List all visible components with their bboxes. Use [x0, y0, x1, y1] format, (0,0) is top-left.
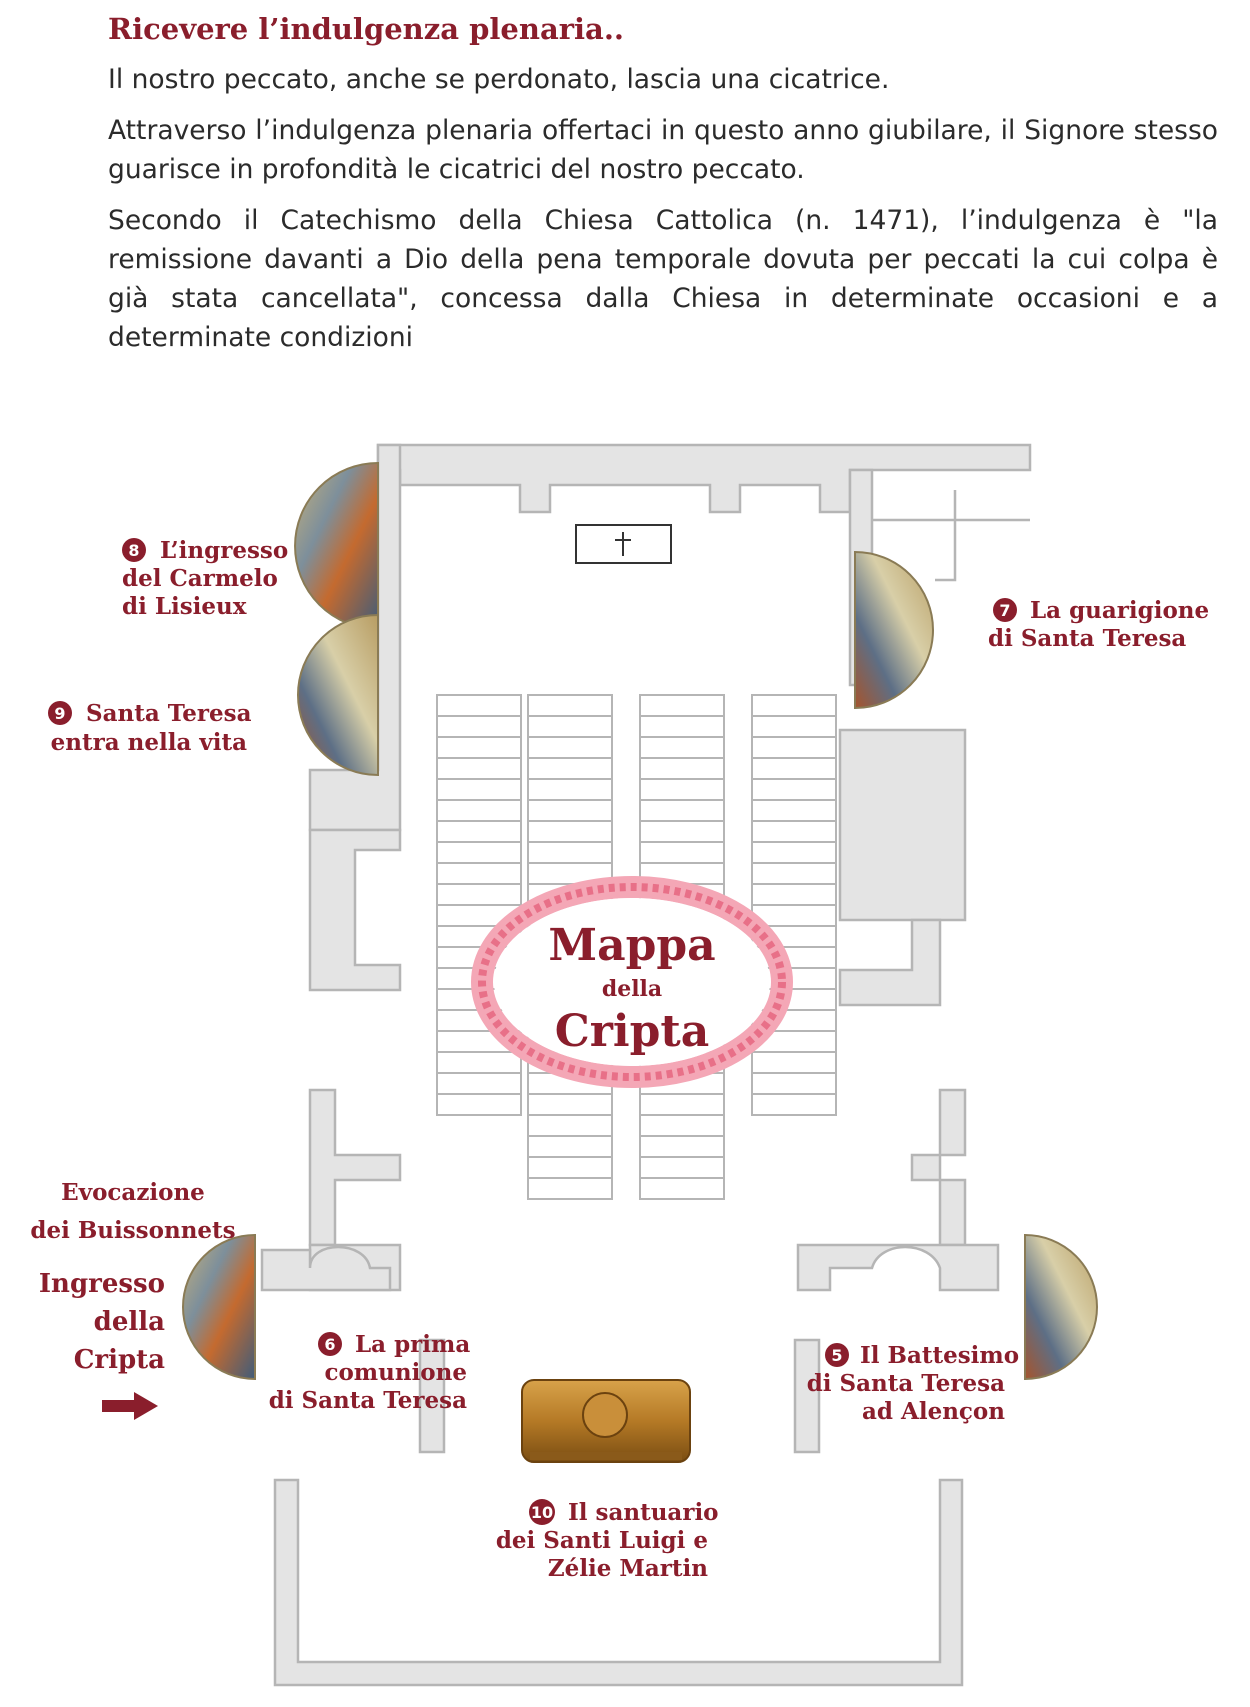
crypt-map	[0, 430, 1250, 1707]
station-8-number: 8	[128, 541, 140, 560]
wall-right-middle	[840, 920, 940, 1005]
station-6-number: 6	[324, 1335, 336, 1354]
station-10-line-1: Il santuario	[568, 1499, 719, 1526]
station-9-line-2: entra nella vita	[50, 729, 247, 756]
intro-paragraph-2: Attraverso l’indulgenza plenaria offertaci in questo anno giubilare, il Signore stesso guarisce in profondità le cicatrici del nostro peccato.	[108, 115, 1218, 185]
station-9-label	[48, 700, 252, 756]
station-7-line-1: La guarigione	[1030, 597, 1210, 624]
station-5-line-1: Il Battesimo	[860, 1342, 1020, 1369]
station-7-line-2: di Santa Teresa	[988, 625, 1187, 652]
station-10-line-2: dei Santi Luigi e	[495, 1527, 708, 1554]
ingresso-line-3: Cripta	[73, 1345, 165, 1375]
station-8-line-1: L’ingresso	[160, 537, 289, 564]
evocazione-label	[30, 1179, 235, 1244]
station-7-number: 7	[999, 601, 1011, 620]
reliquary-image	[522, 1380, 690, 1462]
intro-paragraph-3: Secondo il Catechismo della Chiesa Cattolica (n. 1471), l’indulgenza è "la remissione davanti a Dio della pena temporale dovuta per peccati la cui colpa è già stata cancellata", concessa dalla Chiesa in determinate occasioni e a determinate condizioni	[108, 205, 1218, 353]
mural-9	[298, 615, 378, 775]
evocazione-line-2: dei Buissonnets	[30, 1217, 236, 1244]
mural-8	[295, 463, 378, 629]
station-5-line-3: ad Alençon	[862, 1398, 1005, 1425]
intro-paragraph-1: Il nostro peccato, anche se perdonato, lascia una cicatrice.	[108, 64, 890, 95]
map-title-2: della	[601, 976, 663, 1002]
entrance-arrow-icon	[102, 1392, 158, 1420]
station-5-label	[807, 1342, 1019, 1425]
station-10-label	[496, 1499, 719, 1582]
station-6-line-2: comunione	[324, 1359, 467, 1386]
station-7-label	[988, 597, 1209, 652]
mural-5	[1025, 1235, 1097, 1379]
evocazione-line-1: Evocazione	[61, 1179, 205, 1206]
wall-right-lower	[912, 1090, 965, 1245]
station-9-number: 9	[54, 704, 66, 723]
wall-right-block	[840, 730, 965, 920]
ingresso-line-1: Ingresso	[38, 1269, 165, 1299]
station-5-number: 5	[831, 1346, 843, 1365]
mural-entrance	[183, 1235, 255, 1379]
wall-left-lower	[310, 1090, 400, 1245]
station-6-label	[269, 1331, 471, 1414]
station-6-line-1: La prima	[355, 1331, 471, 1358]
station-5-line-2: di Santa Teresa	[806, 1370, 1005, 1397]
station-8-label	[122, 537, 288, 620]
chapel-lines-right-2	[935, 490, 955, 580]
ingresso-label	[39, 1269, 165, 1375]
station-6-line-3: di Santa Teresa	[268, 1387, 467, 1414]
intro-section	[108, 12, 1218, 369]
mural-7	[855, 552, 933, 708]
ingresso-line-2: della	[93, 1307, 165, 1337]
wall-left-middle	[310, 830, 400, 990]
wall-right-niche	[798, 1245, 998, 1290]
intro-heading: Ricevere l’indulgenza plenaria..	[108, 12, 625, 46]
station-9-line-1: Santa Teresa	[86, 700, 252, 727]
station-8-line-3: di Lisieux	[122, 593, 247, 620]
station-10-number: 10	[530, 1503, 554, 1522]
map-title-3: Cripta	[554, 1006, 710, 1057]
altar	[576, 525, 671, 563]
station-8-line-2: del Carmelo	[122, 565, 278, 592]
wall-top	[378, 445, 1030, 512]
map-title-1: Mappa	[548, 920, 716, 971]
station-10-line-3: Zélie Martin	[547, 1555, 708, 1582]
